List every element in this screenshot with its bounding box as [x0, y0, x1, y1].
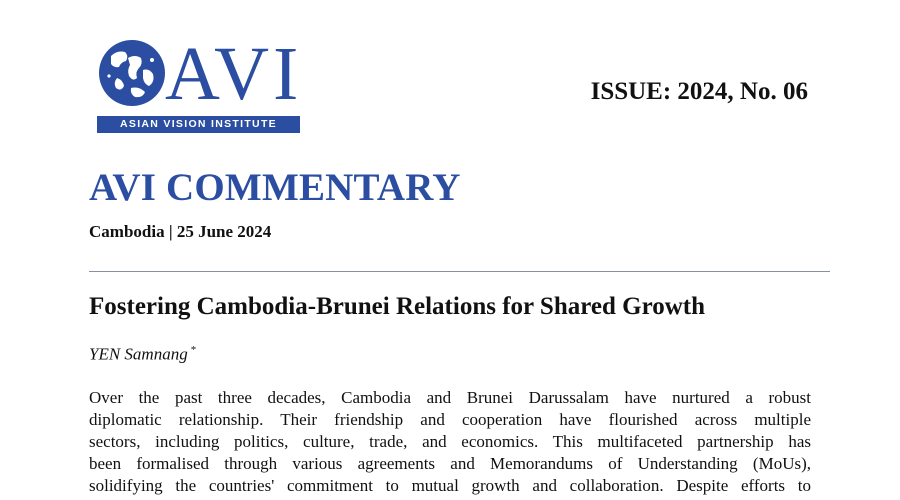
- body-line: diplomatic relationship. Their friendship and cooperation have flourished across multiple: [89, 410, 811, 429]
- body-line: been formalised through various agreements and Memorandums of Understanding (MoUs),: [89, 454, 811, 473]
- logo-wordmark: AVI: [165, 32, 303, 116]
- series-title: AVI COMMENTARY: [89, 166, 461, 209]
- logo-band-text: ASIAN VISION INSTITUTE: [97, 116, 300, 133]
- article-title: Fostering Cambodia-Brunei Relations for Shared Growth: [89, 293, 705, 320]
- dateline: Cambodia | 25 June 2024: [89, 222, 272, 241]
- body-line: sectors, including politics, culture, trade, and economics. This multifaceted partnership has: [89, 432, 811, 451]
- author-line: [89, 344, 196, 365]
- divider: [89, 271, 830, 272]
- article-body: [89, 387, 811, 497]
- globe-icon: [97, 38, 167, 108]
- body-line: solidifying the countries' commitment to mutual growth and collaboration. Despite efforts to: [89, 476, 811, 495]
- author-footnote-mark: *: [190, 344, 197, 356]
- author-name: YEN Samnang: [89, 344, 188, 364]
- body-line: Over the past three decades, Cambodia and Brunei Darussalam have nurtured a robust: [89, 388, 811, 407]
- avi-logo: [97, 32, 303, 130]
- issue-number: ISSUE: 2024, No. 06: [590, 78, 808, 105]
